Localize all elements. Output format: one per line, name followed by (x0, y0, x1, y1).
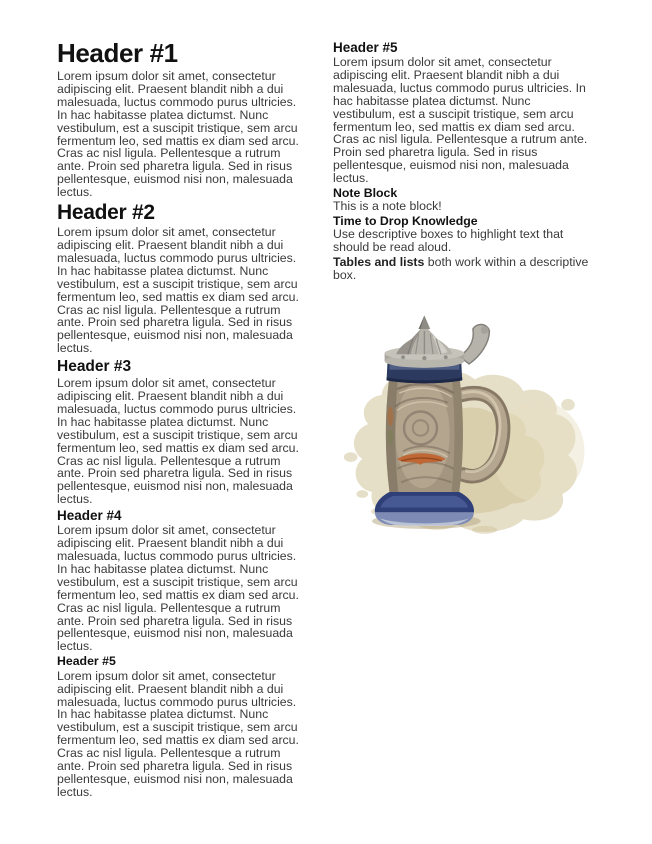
section-paragraph: Lorem ipsum dolor sit amet, consectetur adipiscing elit. Praesent blandit nibh a dui malesuada, luctus commodo purus ultricies. In hac habitasse platea dictumst. Nunc vestibulum, est a suscipit tristique, sem arcu fermentum leo, sed mattis ex diam sed arcu. Cras ac nisl ligula. Pellentesque a rutrum ante. Proin sed pharetra ligula. Sed in risus pellentesque, euismod nisi non, malesuada lectus. (57, 523, 299, 654)
heading-1: Header #1 (57, 38, 178, 68)
section-paragraph: Lorem ipsum dolor sit amet, consectetur adipiscing elit. Praesent blandit nibh a dui malesuada, luctus commodo purus ultricies. In hac habitasse platea dictumst. Nunc vestibulum, est a suscipit tristique, sem arcu fermentum leo, sed mattis ex diam sed arcu. Cras ac nisl ligula. Pellentesque a rutrum ante. Proin sed pharetra ligula. Sed in risus pellentesque, euismod nisi non, malesuada lectus. (57, 225, 299, 356)
section-paragraph: Lorem ipsum dolor sit amet, consectetur adipiscing elit. Praesent blandit nibh a dui malesuada, luctus commodo purus ultricies. In hac habitasse platea dictumst. Nunc vestibulum, est a suscipit tristique, sem arcu fermentum leo, sed mattis ex diam sed arcu. Cras ac nisl ligula. Pellentesque a rutrum ante. Proin sed pharetra ligula. Sed in risus pellentesque, euismod nisi non, malesuada lectus. (57, 376, 299, 507)
section-header-3 (57, 358, 307, 506)
heading-5-right: Header #5 (333, 40, 398, 55)
tables-note-rest: both work within a descriptive box. (333, 254, 589, 282)
right-column (333, 40, 591, 844)
section-paragraph: Lorem ipsum dolor sit amet, consectetur adipiscing elit. Praesent blandit nibh a dui malesuada, luctus commodo purus ultricies. In hac habitasse platea dictumst. Nunc vestibulum, est a suscipit tristique, sem arcu fermentum leo, sed mattis ex diam sed arcu. Cras ac nisl ligula. Pellentesque a rutrum ante. Proin sed pharetra ligula. Sed in risus pellentesque, euismod nisi non, malesuada lectus. (57, 69, 299, 200)
left-column (57, 40, 307, 844)
note-block-text: This is a note block! (333, 198, 442, 213)
stein-lid (385, 316, 465, 368)
knowledge-heading: Time to Drop Knowledge (333, 213, 478, 228)
note-block-heading: Note Block (333, 186, 398, 201)
heading-4: Header #4 (57, 508, 122, 524)
section-paragraph: Lorem ipsum dolor sit amet, consectetur adipiscing elit. Praesent blandit nibh a dui malesuada, luctus commodo purus ultricies. In hac habitasse platea dictumst. Nunc vestibulum, est a suscipit tristique, sem arcu fermentum leo, sed mattis ex diam sed arcu. Cras ac nisl ligula. Pellentesque a rutrum ante. Proin sed pharetra ligula. Sed in risus pellentesque, euismod nisi non, malesuada lectus. (57, 668, 299, 799)
heading-3: Header #3 (57, 358, 132, 376)
heading-2: Header #2 (57, 201, 155, 225)
stein-body (386, 376, 463, 492)
section-header-5-right (333, 40, 591, 185)
tables-note-bold: Tables and lists (333, 254, 425, 269)
tables-note (333, 256, 591, 282)
section-header-5 (57, 655, 307, 799)
knowledge-text: Use descriptive boxes to highlight text that should be read aloud. (333, 226, 564, 254)
section-header-2 (57, 202, 307, 355)
beer-stein-illustration (339, 309, 601, 546)
heading-5: Header #5 (57, 654, 116, 669)
section-header-4 (57, 508, 307, 653)
stein-base (375, 492, 474, 526)
section-paragraph: Lorem ipsum dolor sit amet, consectetur adipiscing elit. Praesent blandit nibh a dui malesuada, luctus commodo purus ultricies. In hac habitasse platea dictumst. Nunc vestibulum, est a suscipit tristique, sem arcu fermentum leo, sed mattis ex diam sed arcu. Cras ac nisl ligula. Pellentesque a rutrum ante. Proin sed pharetra ligula. Sed in risus pellentesque, euismod nisi non, malesuada lectus. (333, 55, 588, 186)
section-header-1 (57, 40, 307, 199)
stein-watercolor-svg (339, 309, 601, 546)
